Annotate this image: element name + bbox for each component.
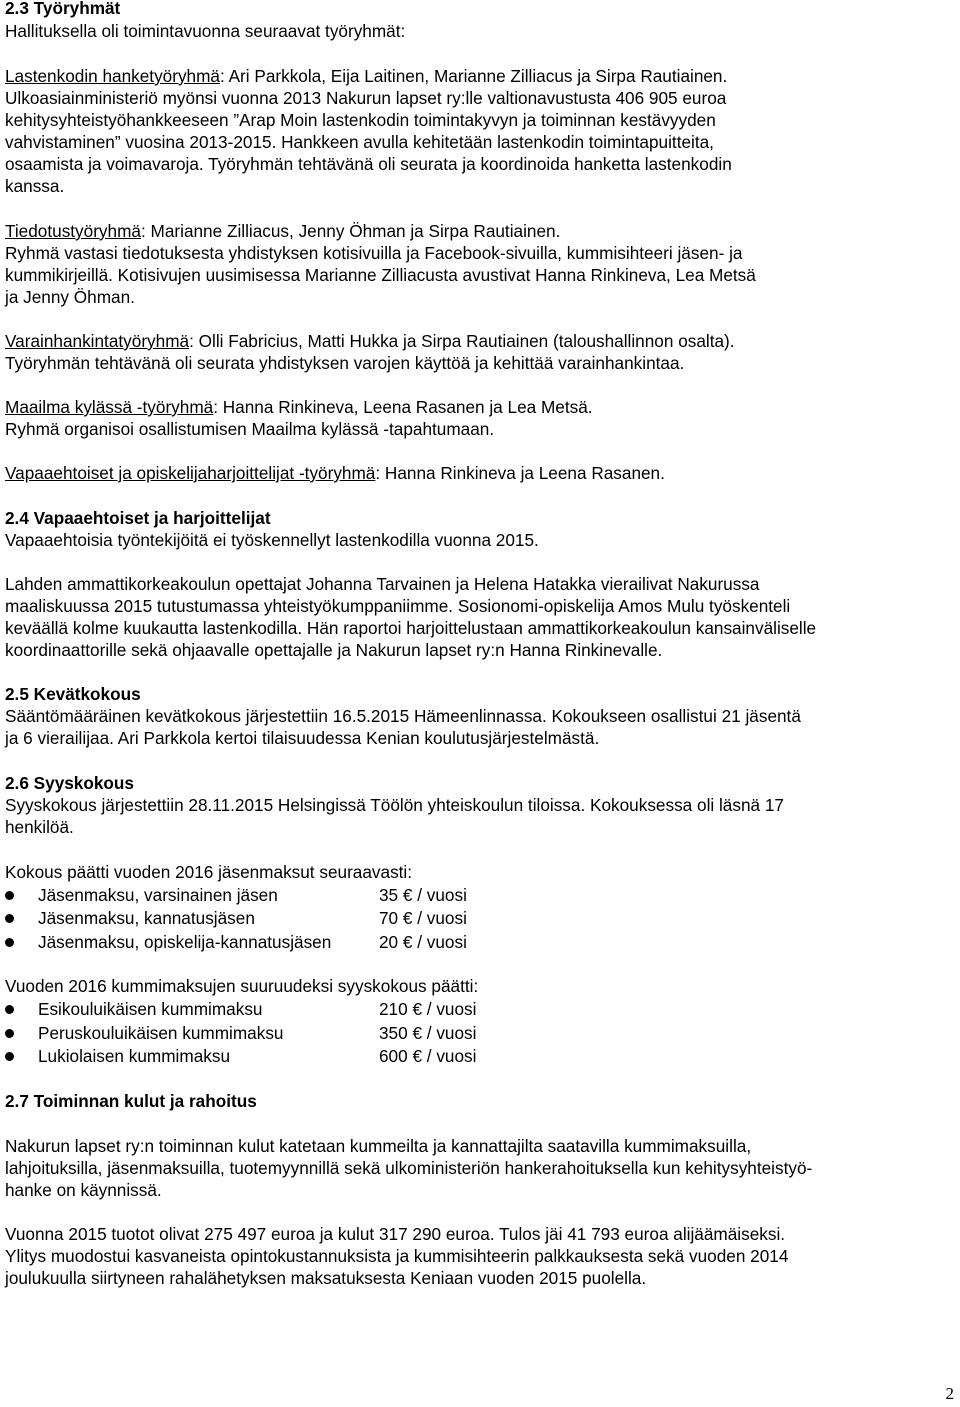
fee-amount: 20 € / vuosi: [379, 932, 467, 952]
paragraph-line: keväällä kolme kuukautta lastenkodilla. Hän raportoi harjoittelustaan ammattikorkeakoulun kansainväliselle: [5, 618, 817, 638]
bullet-icon: [5, 1052, 14, 1061]
section-heading-2-4: 2.4 Vapaaehtoiset ja harjoittelijat: [5, 508, 271, 528]
group-maailma-kylassa-heading: [5, 397, 593, 417]
paragraph-line: koordinaattorille sekä ohjaavalle opettajalle ja Nakurun lapset ry:n Hanna Rinkinevalle.: [5, 640, 663, 660]
group-varainhankinta-heading: [5, 331, 735, 351]
sponsor-intro: Vuoden 2016 kummimaksujen suuruudeksi syyskokous päätti:: [5, 976, 479, 996]
fee-amount: 35 € / vuosi: [379, 885, 467, 905]
paragraph-line: Vapaaehtoisia työntekijöitä ei työskennellyt lastenkodilla vuonna 2015.: [5, 530, 539, 550]
paragraph-line: kehitysyhteistyöhankkeeseen ”Arap Moin lastenkodin toimintakyvyn ja toiminnan kestävyyden: [5, 110, 716, 130]
group-vapaaehtoiset-heading: [5, 463, 665, 483]
paragraph-line: Sääntömääräinen kevätkokous järjestettiin 16.5.2015 Hämeenlinnassa. Kokoukseen osallistui 21 jäsentä: [5, 706, 801, 726]
bullet-icon: [5, 1029, 14, 1038]
group-name: Vapaaehtoiset ja opiskelijaharjoittelijat -työryhmä: [5, 463, 376, 483]
group-members: : Hanna Rinkineva ja Leena Rasanen.: [375, 463, 665, 483]
bullet-icon: [5, 938, 14, 947]
fee-label: Jäsenmaksu, kannatusjäsen: [38, 908, 255, 928]
group-members: : Marianne Zilliacus, Jenny Öhman ja Sirpa Rautiainen.: [140, 221, 561, 241]
group-members: : Hanna Rinkineva, Leena Rasanen ja Lea Metsä.: [213, 397, 593, 417]
fee-label: Jäsenmaksu, opiskelija-kannatusjäsen: [38, 932, 332, 952]
bullet-icon: [5, 914, 14, 923]
paragraph-line: lahjoituksilla, jäsenmaksuilla, tuotemyynnillä sekä ulkoministeriön hankerahoituksella kun kehitysyhteistyö-: [5, 1158, 813, 1178]
paragraph-line: maaliskuussa 2015 tutustumassa yhteistyökumppaniimme. Sosionomi-opiskelija Amos Mulu työskenteli: [5, 596, 791, 616]
paragraph-line: vahvistaminen” vuosina 2013-2015. Hankkeen avulla kehitetään lastenkodin toimintapuitteita,: [5, 132, 714, 152]
fees-intro: Kokous päätti vuoden 2016 jäsenmaksut seuraavasti:: [5, 862, 413, 882]
paragraph-line: ja Jenny Öhman.: [5, 287, 135, 307]
fee-label: Peruskouluikäisen kummimaksu: [38, 1023, 284, 1043]
fee-amount: 210 € / vuosi: [379, 999, 477, 1019]
group-lastenkoti-heading: [5, 66, 727, 86]
section-heading-2-7: 2.7 Toiminnan kulut ja rahoitus: [5, 1091, 257, 1111]
paragraph-line: Työryhmän tehtävänä oli seurata yhdistyksen varojen käyttöä ja kehittää varainhankintaa.: [5, 353, 685, 373]
page-number: 2: [945, 1384, 954, 1403]
paragraph-line: henkilöä.: [5, 817, 74, 837]
paragraph-line: Ulkoasiainministeriö myönsi vuonna 2013 Nakurun lapset ry:lle valtionavustusta 406 905 euroa: [5, 88, 727, 108]
paragraph-line: osaamista ja voimavaroja. Työryhmän tehtävänä oli seurata ja koordinoida hanketta lastenkodin: [5, 154, 732, 174]
paragraph-line: kummikirjeillä. Kotisivujen uusimisessa Marianne Zilliacusta avustivat Hanna Rinkineva, Lea Metsä: [5, 265, 756, 285]
fee-amount: 70 € / vuosi: [379, 908, 467, 928]
paragraph-line: Ryhmä vastasi tiedotuksesta yhdistyksen kotisivuilla ja Facebook-sivuilla, kummisihteeri jäsen- ja: [5, 243, 743, 263]
group-members: : Olli Fabricius, Matti Hukka ja Sirpa Rautiainen (taloushallinnon osalta).: [189, 331, 735, 351]
group-name: Lastenkodin hanketyöryhmä: [5, 66, 220, 86]
paragraph-line: Syyskokous järjestettiin 28.11.2015 Helsingissä Töölön yhteiskoulun tiloissa. Kokouksessa oli läsnä 17: [5, 795, 784, 815]
section-intro: Hallituksella oli toimintavuonna seuraavat työryhmät:: [5, 21, 406, 41]
fee-label: Lukiolaisen kummimaksu: [38, 1046, 230, 1066]
paragraph-line: ja 6 vierailijaa. Ari Parkkola kertoi tilaisuudessa Kenian koulutusjärjestelmästä.: [5, 728, 600, 748]
section-heading-2-3: 2.3 Työryhmät: [5, 0, 121, 18]
paragraph-line: joulukuulla siirtyneen rahalähetyksen maksatuksesta Keniaan vuoden 2015 puolella.: [5, 1268, 647, 1288]
paragraph-line: Lahden ammattikorkeakoulun opettajat Johanna Tarvainen ja Helena Hatakka vierailivat Nakurussa: [5, 574, 760, 594]
bullet-icon: [5, 891, 14, 900]
paragraph-line: hanke on käynnissä.: [5, 1180, 162, 1200]
section-heading-2-6: 2.6 Syyskokous: [5, 773, 134, 793]
fee-label: Esikouluikäisen kummimaksu: [38, 999, 263, 1019]
group-name: Maailma kylässä -työryhmä: [5, 397, 214, 417]
group-name: Tiedotustyöryhmä: [5, 221, 141, 241]
paragraph-line: kanssa.: [5, 176, 65, 196]
group-members: : Ari Parkkola, Eija Laitinen, Marianne Zilliacus ja Sirpa Rautiainen.: [219, 66, 728, 86]
group-tiedotus-heading: [5, 221, 560, 241]
section-heading-2-5: 2.5 Kevätkokous: [5, 684, 141, 704]
fee-amount: 350 € / vuosi: [379, 1023, 477, 1043]
bullet-icon: [5, 1005, 14, 1014]
paragraph-line: Nakurun lapset ry:n toiminnan kulut katetaan kummeilta ja kannattajilta saatavilla kummimaksuilla,: [5, 1136, 752, 1156]
paragraph-line: Ryhmä organisoi osallistumisen Maailma kylässä -tapahtumaan.: [5, 419, 495, 439]
fee-label: Jäsenmaksu, varsinainen jäsen: [38, 885, 278, 905]
group-name: Varainhankintatyöryhmä: [5, 331, 190, 351]
paragraph-line: Ylitys muodostui kasvaneista opintokustannuksista ja kummisihteerin palkkauksesta sekä vuoden 2014: [5, 1246, 789, 1266]
paragraph-line: Vuonna 2015 tuotot olivat 275 497 euroa ja kulut 317 290 euroa. Tulos jäi 41 793 euroa alijäämäiseksi.: [5, 1224, 786, 1244]
fee-amount: 600 € / vuosi: [379, 1046, 477, 1066]
